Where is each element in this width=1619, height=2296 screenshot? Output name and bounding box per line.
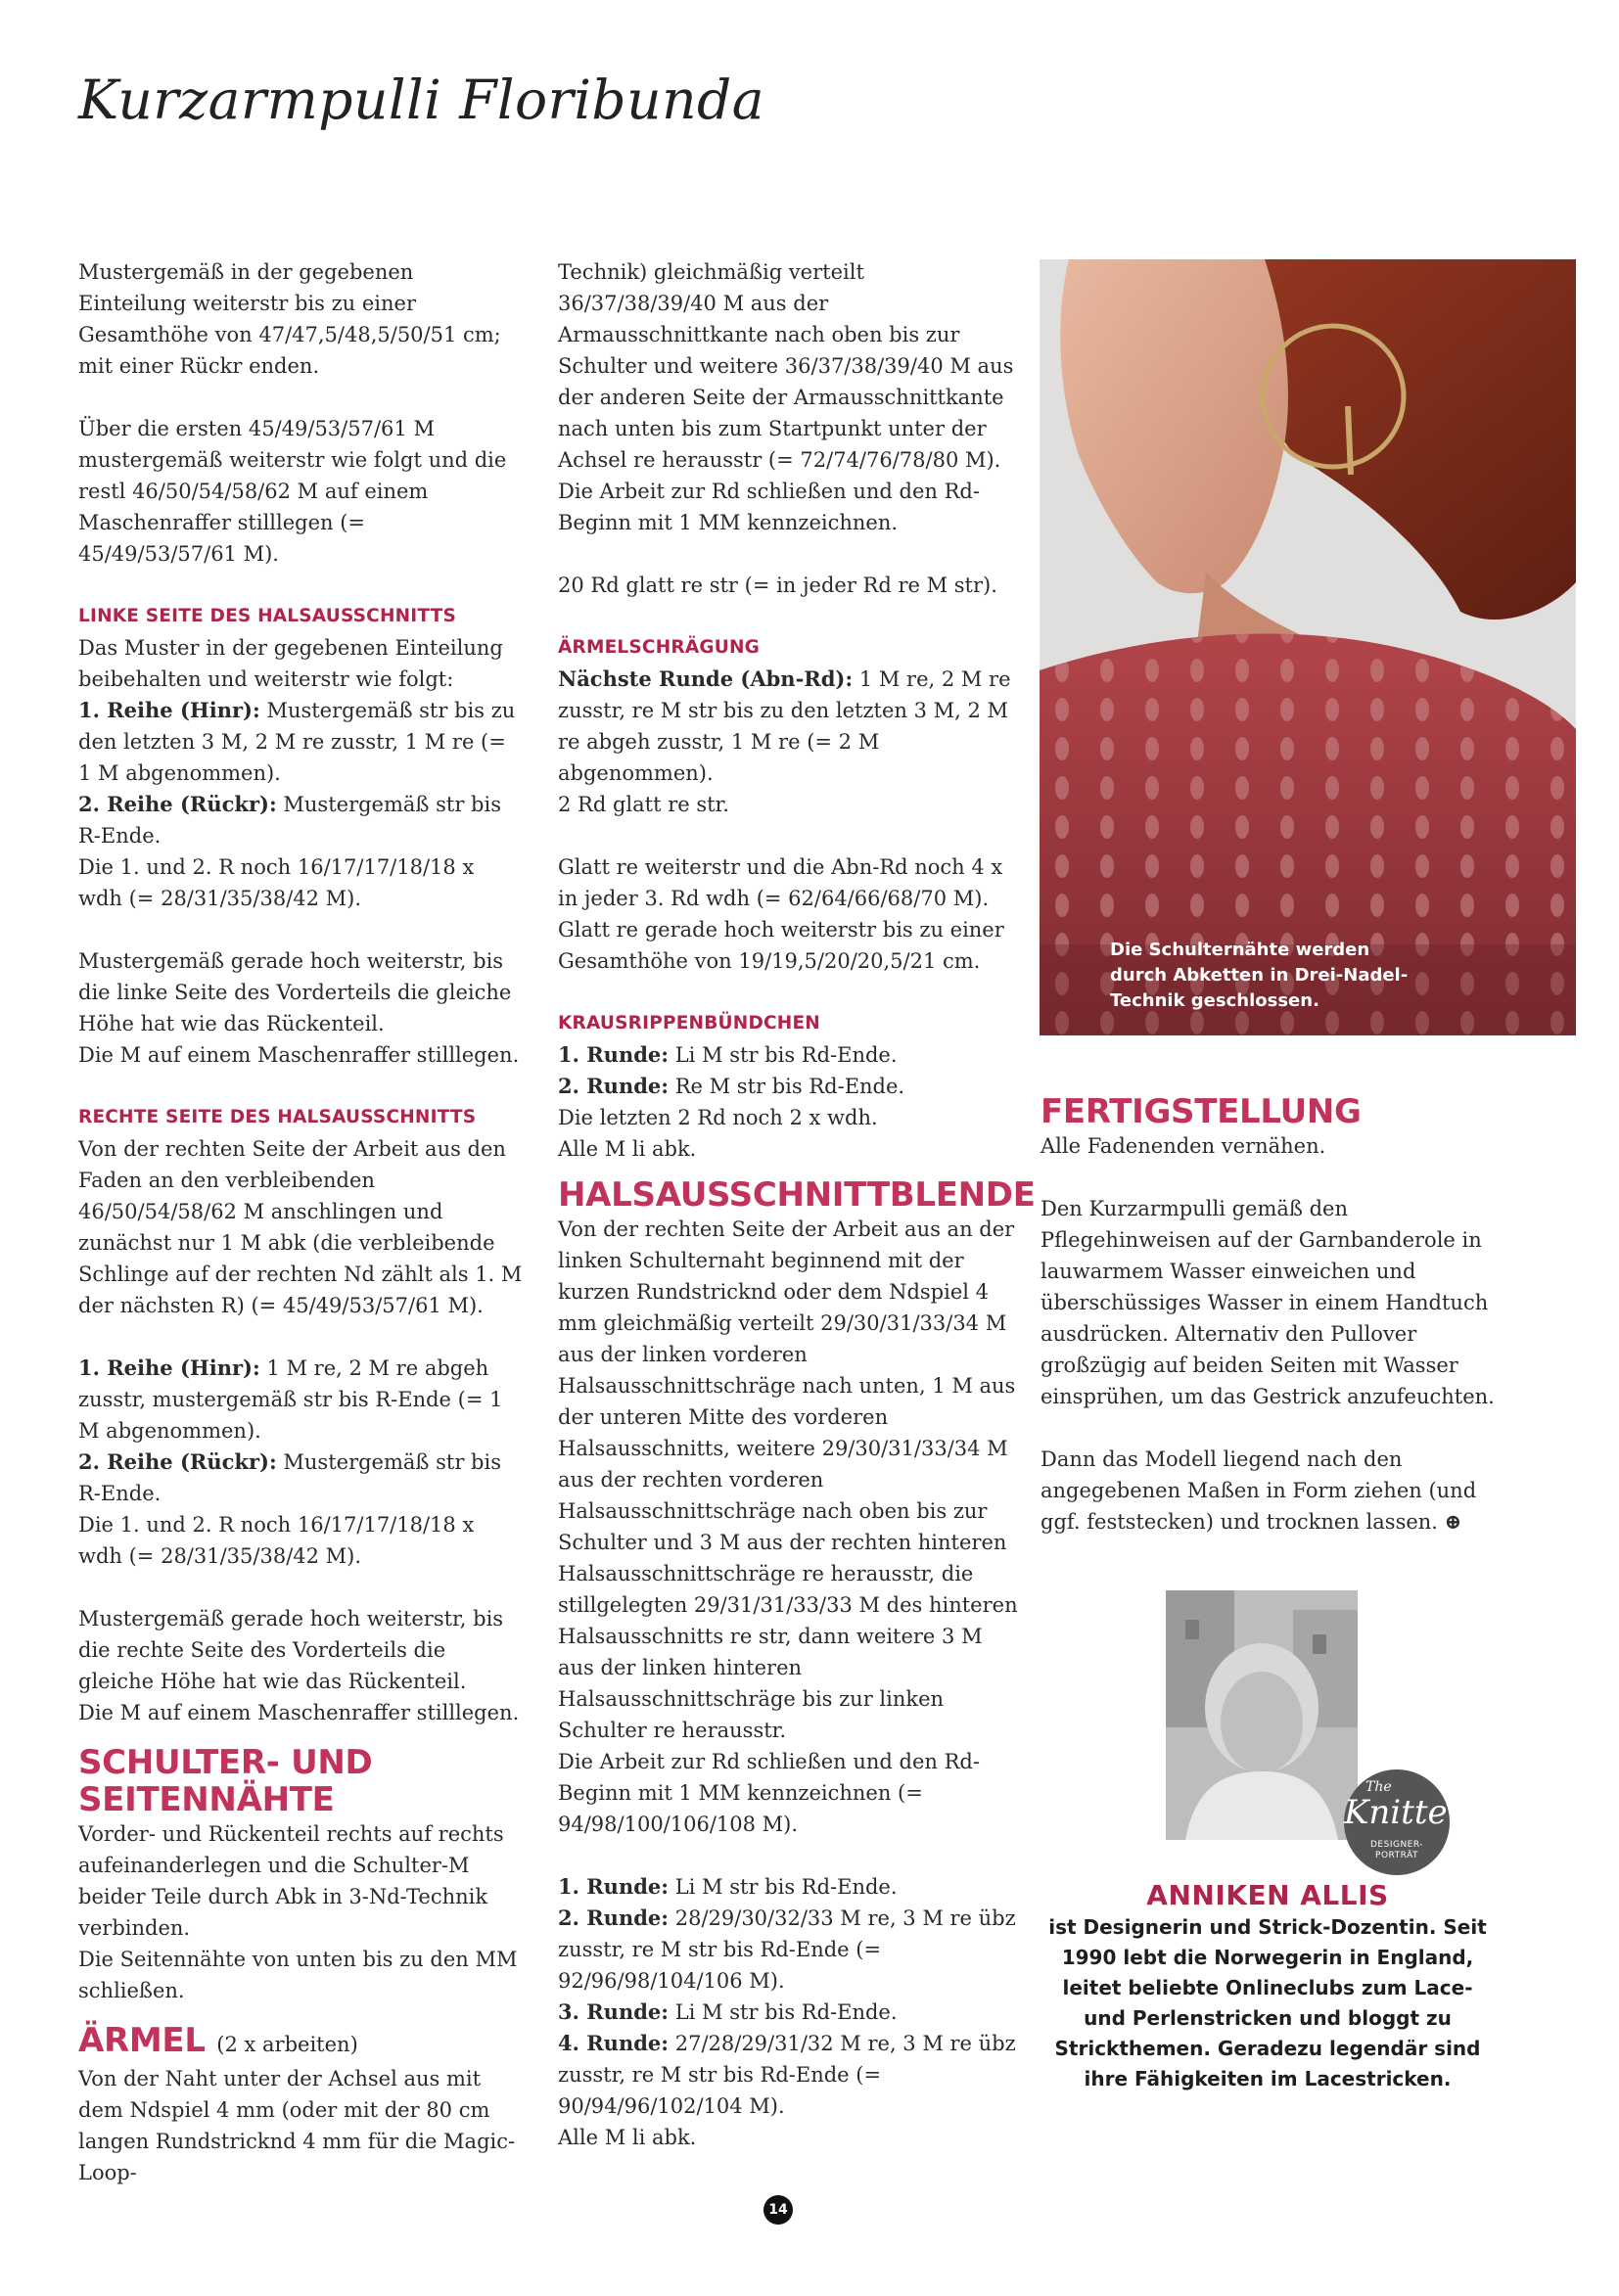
paragraph: Die Arbeit zur Rd schließen und den Rd-Beginn mit 1 MM kennzeichnen. <box>558 480 980 534</box>
paragraph: Das Muster in der gegebenen Einteilung beibehalten und weiterstr wie folgt: <box>78 636 503 691</box>
badge-sub1: DESIGNER- <box>1369 1840 1423 1850</box>
instruction-row-1 <box>558 1039 1018 1071</box>
paragraph: Über die ersten 45/49/53/57/61 M mustergemäß weiterstr wie folgt und die restl 46/50/54/58/62 M auf einem Maschenraffer stilllegen (= 45/49/53/57/61 M). <box>78 417 507 566</box>
photo-caption: Die Schulternähte werden durch Abketten in Drei-Nadel-Technik geschlossen. <box>1110 940 1409 1011</box>
paragraph: Technik) gleichmäßig verteilt 36/37/38/39/40 M aus der Armausschnittkante nach oben bis zur Schulter und weitere 36/37/38/39/40 M aus der anderen Seite der Armausschnittkante nach unten bis zum Startpunkt unter der Achsel re herausstr (= 72/74/76/78/80 M). <box>558 260 1014 472</box>
row-text: Li M str bis Rd-Ende. <box>674 1875 898 1899</box>
paragraph: Mustergemäß gerade hoch weiterstr, bis die linke Seite des Vorderteils die gleiche Höhe hat wie das Rückenteil. <box>78 949 512 1035</box>
paragraph: Die Seitennähte von unten bis zu den MM schließen. <box>78 1948 518 2002</box>
heading-halsausschnittblende: HALSAUSSCHNITTBLENDE <box>558 1175 1036 1215</box>
row-label: 1. Reihe (Hinr): <box>78 1355 260 1380</box>
subheading-aermelschraegung: ÄRMELSCHRÄGUNG <box>558 637 761 658</box>
subheading-linke-seite: LINKE SEITE DES HALSAUSSCHNITTS <box>78 606 456 626</box>
paragraph: Von der rechten Seite der Arbeit aus an der linken Schulternaht beginnend mit der kurzen Rundstricknd oder dem Ndspiel 4 mm gleichmäßig verteilt 29/30/31/33/34 M aus der linken vorderen Halsausschnittschräge nach unten, 1 M aus der unteren Mitte des vorderen Halsausschnitts, weitere 29/30/31/33/34 M aus der rechten vorderen Halsausschnittschräge nach oben bis zur Schulter und 3 M aus der rechten hinteren Halsausschnittschräge re herausstr, die stillgelegten 29/31/31/33/33 M des hinteren Halsausschnitts re str, dann weitere 3 M aus der linken hinteren Halsausschnittschräge bis zur linken Schulter re herausstr. <box>558 1217 1018 1742</box>
paragraph: Glatt re gerade hoch weiterstr bis zu einer Gesamthöhe von 19/19,5/20/20,5/21 cm. <box>558 918 1004 973</box>
instruction-row-1 <box>78 695 524 789</box>
heading-fertigstellung: FERTIGSTELLUNG <box>1041 1092 1362 1131</box>
paragraph: Die 1. und 2. R noch 16/17/17/18/18 x wdh (= 28/31/35/38/42 M). <box>78 855 475 910</box>
column-2 <box>558 256 1036 2153</box>
row-label: 1. Reihe (Hinr): <box>78 698 260 722</box>
paragraph: 20 Rd glatt re str (= in jeder Rd re M str). <box>558 574 997 597</box>
paragraph-text: Dann das Modell liegend nach den angegebenen Maßen in Form ziehen (und ggf. feststecken) und trocknen lassen. <box>1041 1447 1477 1534</box>
heading-aermel <box>78 2022 524 2063</box>
badge-knitter: Knitter <box>1344 1793 1463 1832</box>
paragraph: Die 1. und 2. R noch 16/17/17/18/18 x wdh (= 28/31/35/38/42 M). <box>78 1513 475 1568</box>
row-label: 1. Runde: <box>558 1042 670 1067</box>
portrait-illustration <box>1166 1590 1358 1840</box>
paragraph: Mustergemäß in der gegebenen Einteilung weiterstr bis zu einer Gesamthöhe von 47/47,5/48,5/50/51 cm; mit einer Rückr enden. <box>78 260 501 378</box>
instruction-row-2 <box>558 1903 1018 1997</box>
row-text: Re M str bis Rd-Ende. <box>674 1075 905 1098</box>
paragraph: Mustergemäß gerade hoch weiterstr, bis die rechte Seite des Vorderteils die gleiche Höhe hat wie das Rückenteil. <box>78 1607 504 1693</box>
row-text: 27/28/29/31/32 M re, 3 M re übz zusstr, re M str bis Rd-Ende (= 90/94/96/102/104 M). <box>558 2032 1016 2118</box>
row-text: 1 M re, 2 M re zusstr, re M str bis zu den letzten 3 M, 2 M re abgeh zusstr, 1 M re (= 2 M abgenommen). <box>558 667 1011 785</box>
designer-bio <box>1041 1879 1495 2094</box>
paragraph: Den Kurzarmpulli gemäß den Pflegehinweisen auf der Garnbanderole in lauwarmem Wasser einweichen und überschüssiges Wasser in einem Handtuch ausdrücken. Alternativ den Pullover großzügig auf beiden Seiten mit Wasser einsprühen, um das Gestrick anzufeuchten. <box>1041 1197 1495 1408</box>
subheading-rechte-seite: RECHTE SEITE DES HALSAUSSCHNITTS <box>78 1107 477 1127</box>
column-3 <box>1041 1093 1495 1538</box>
end-mark-icon: ⊕ <box>1444 1509 1462 1534</box>
paragraph: Die M auf einem Maschenraffer stilllegen. <box>78 1701 520 1724</box>
paragraph: Vorder- und Rückenteil rechts auf rechts aufeinanderlegen und die Schulter-M beider Teile durch Abk in 3-Nd-Technik verbinden. <box>78 1822 504 1940</box>
heading-schulter: SCHULTER- UND SEITENNÄHTE <box>78 1743 373 1819</box>
row-text: Mustergemäß str bis R-Ende. <box>78 1450 501 1505</box>
row-text: Li M str bis Rd-Ende. <box>674 2000 898 2024</box>
paragraph: Alle Fadenenden vernähen. <box>1041 1134 1326 1158</box>
paragraph: Die Arbeit zur Rd schließen und den Rd-Beginn mit 1 MM kennzeichnen (= 94/98/100/106/108 M). <box>558 1750 980 1836</box>
instruction-row-3 <box>558 1997 1018 2028</box>
instruction-row <box>558 664 1018 789</box>
badge-sub2: PORTRÄT <box>1375 1851 1418 1860</box>
row-text: 28/29/30/32/33 M re, 3 M re übz zusstr, re M str bis Rd-Ende (= 92/96/98/104/106 M). <box>558 1906 1016 1993</box>
paragraph: Glatt re weiterstr und die Abn-Rd noch 4 x in jeder 3. Rd wdh (= 62/64/66/68/70 M). <box>558 855 1003 910</box>
heading-text: ÄRMEL <box>78 2021 206 2060</box>
instruction-row-1 <box>78 1353 524 1446</box>
paragraph: Alle M li abk. <box>558 2126 697 2149</box>
row-label: Nächste Runde (Abn-Rd): <box>558 666 854 691</box>
instruction-row-2 <box>78 1446 524 1509</box>
heading-note: (2 x arbeiten) <box>216 2033 358 2056</box>
paragraph: 2 Rd glatt re str. <box>558 793 729 816</box>
subheading-krausrippen: KRAUSRIPPENBÜNDCHEN <box>558 1013 820 1033</box>
paragraph: Von der Naht unter der Achsel aus mit dem Ndspiel 4 mm (oder mit der 80 cm langen Rundstricknd 4 mm für die Magic-Loop- <box>78 2067 516 2184</box>
paragraph: Von der rechten Seite der Arbeit aus den Faden an den verbleibenden 46/50/54/58/62 M anschlingen und zunächst nur 1 M abk (die verbleibende Schlinge auf der rechten Nd zählt als 1. M der nächsten R) (= 45/49/53/57/61 M). <box>78 1137 523 1317</box>
page-title: Kurzarmpulli Floribunda <box>78 69 764 131</box>
instruction-row-2 <box>558 1071 1018 1102</box>
row-label: 1. Runde: <box>558 1874 670 1899</box>
paragraph: Alle M li abk. <box>558 1137 697 1161</box>
row-text: Mustergemäß str bis R-Ende. <box>78 793 501 848</box>
the-knitter-badge <box>1344 1769 1463 1875</box>
page-number: 14 <box>763 2195 793 2225</box>
row-text: 1 M re, 2 M re abgeh zusstr, mustergemäß str bis R-Ende (= 1 M abgenommen). <box>78 1356 503 1443</box>
row-text: Li M str bis Rd-Ende. <box>674 1043 898 1067</box>
paragraph: Die letzten 2 Rd noch 2 x wdh. <box>558 1106 878 1129</box>
badge-the: The <box>1365 1779 1392 1795</box>
paragraph <box>1041 1444 1495 1538</box>
designer-portrait <box>1166 1590 1358 1840</box>
paragraph: Die M auf einem Maschenraffer stilllegen. <box>78 1043 520 1067</box>
row-label: 3. Runde: <box>558 1999 670 2024</box>
column-1 <box>78 256 524 2188</box>
row-label: 2. Reihe (Rückr): <box>78 792 277 816</box>
photo-illustration <box>1040 259 1576 1035</box>
badge-subtitle <box>1344 1840 1450 1861</box>
row-label: 2. Reihe (Rückr): <box>78 1449 277 1474</box>
instruction-row-2 <box>78 789 524 851</box>
instruction-row-4 <box>558 2028 1018 2122</box>
row-text: Mustergemäß str bis zu den letzten 3 M, 2 M re zusstr, 1 M re (= 1 M abgenommen). <box>78 699 516 785</box>
model-photo <box>1040 259 1576 1035</box>
row-label: 4. Runde: <box>558 2031 670 2055</box>
row-label: 2. Runde: <box>558 1074 670 1098</box>
designer-description: ist Designerin und Strick-Dozentin. Seit 1990 lebt die Norwegerin in England, leitet beliebte Onlineclubs zum Lace- und Perlenstricken und bloggt zu Strickthemen. Geradezu legendär sind ihre Fähigkeiten im Lacestricken. <box>1048 1915 1487 2090</box>
instruction-row-1 <box>558 1871 1018 1903</box>
designer-name: ANNIKEN ALLIS <box>1146 1879 1389 1911</box>
row-label: 2. Runde: <box>558 1906 670 1930</box>
